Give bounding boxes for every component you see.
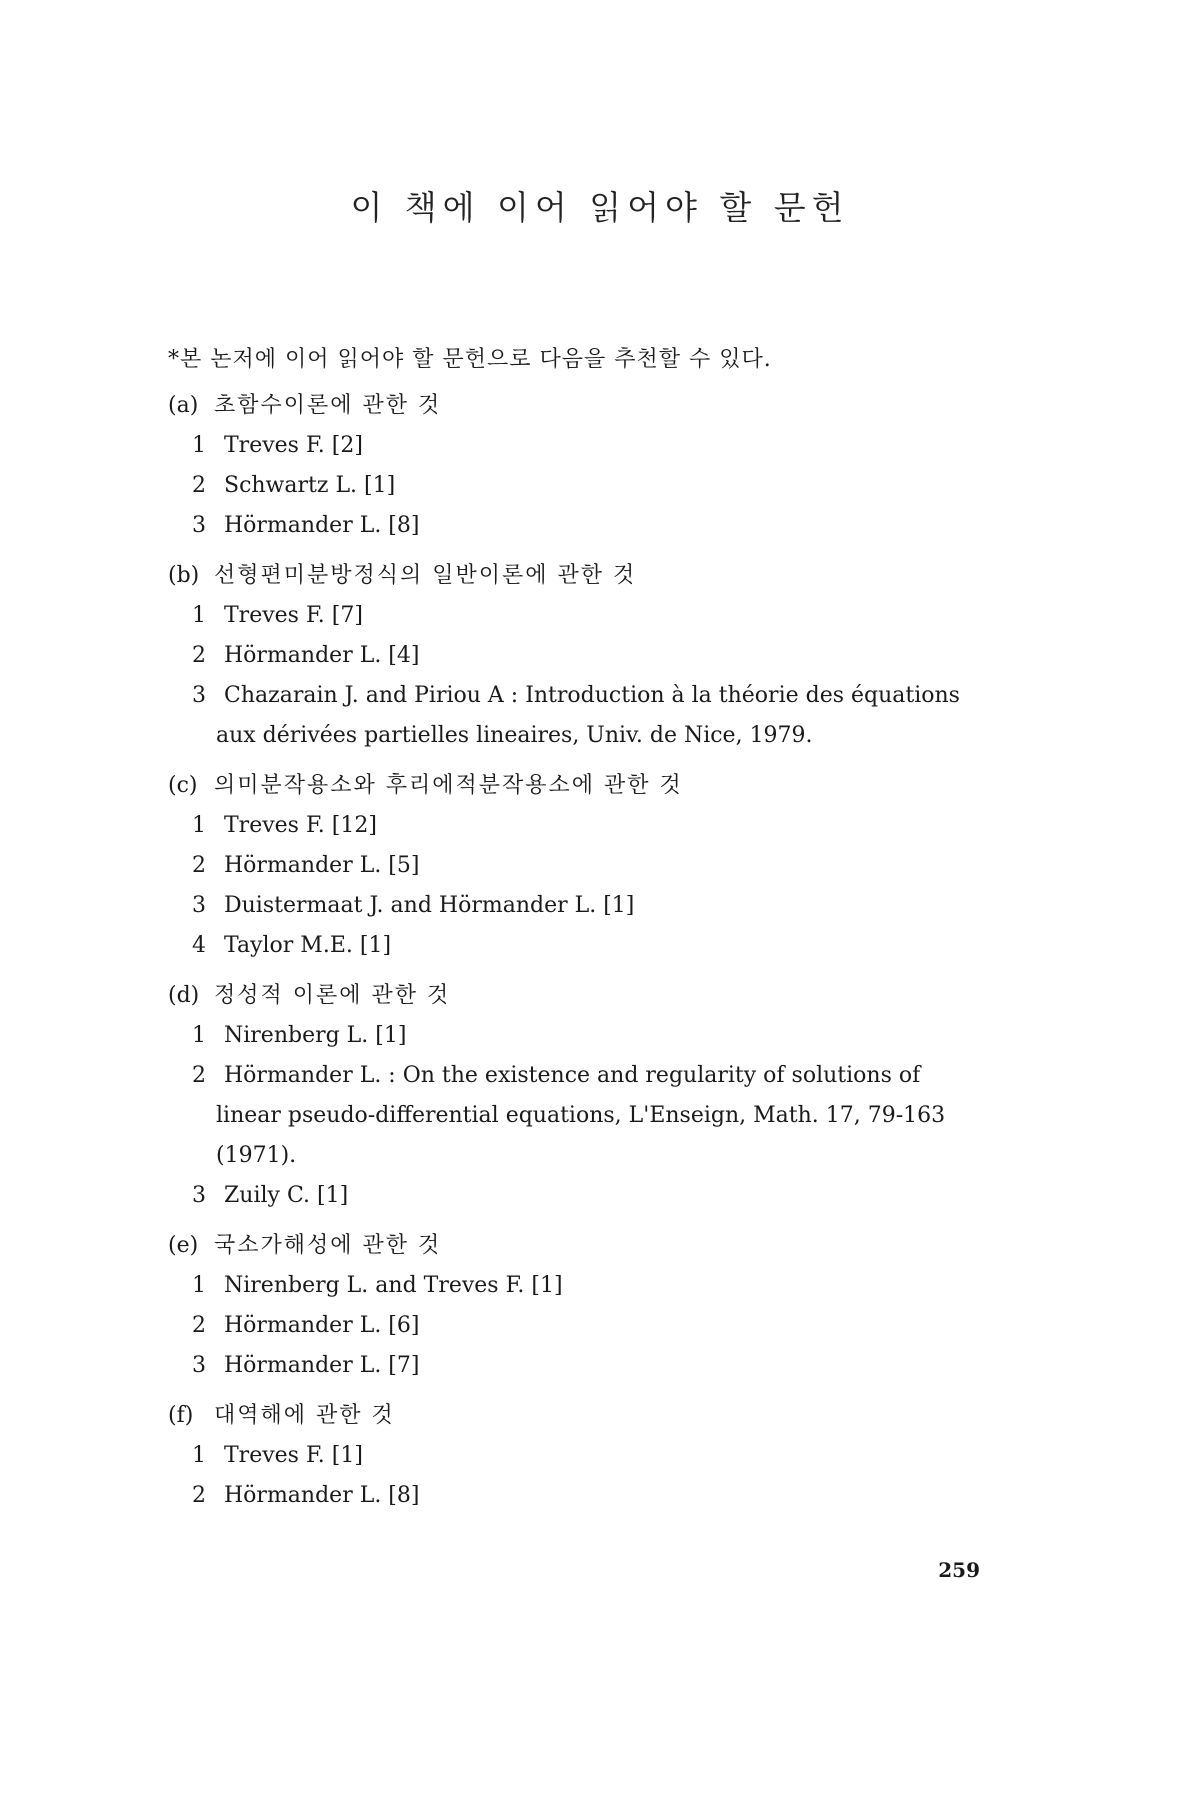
item-number: 2 (192, 1313, 206, 1338)
reference-item (168, 506, 978, 546)
item-number: 3 (192, 683, 206, 708)
reference-continuation: linear pseudo-differential equations, L'Enseign, Math. 17, 79-163 (216, 1103, 946, 1128)
reference-list (168, 340, 978, 1526)
reference-text: Treves F. [1] (224, 1443, 363, 1468)
reference-item (168, 1346, 978, 1386)
section-label: (c) (168, 773, 198, 798)
reference-item (168, 846, 978, 886)
reference-item (168, 1016, 978, 1056)
reference-item (168, 676, 978, 716)
section-b (168, 556, 978, 756)
page-number: 259 (938, 1558, 980, 1582)
reference-item (168, 466, 978, 506)
item-number: 2 (192, 643, 206, 668)
item-number: 2 (192, 473, 206, 498)
reference-item (168, 1436, 978, 1476)
reference-item (168, 886, 978, 926)
reference-item (168, 426, 978, 466)
reference-item (168, 636, 978, 676)
reference-text: Hörmander L. [5] (224, 853, 420, 878)
reference-continuation: aux dérivées partielles lineaires, Univ. de Nice, 1979. (216, 723, 813, 748)
item-number: 4 (192, 933, 206, 958)
section-heading (168, 1396, 978, 1436)
item-number: 2 (192, 1483, 206, 1508)
reference-item (168, 926, 978, 966)
reference-item (168, 1266, 978, 1306)
section-heading-text: 선형편미분방정식의 일반이론에 관한 것 (214, 563, 637, 588)
section-heading (168, 1226, 978, 1266)
item-number: 1 (192, 1273, 206, 1298)
reference-item (168, 596, 978, 636)
section-heading-text: 국소가해성에 관한 것 (214, 1233, 442, 1258)
item-number: 1 (192, 1023, 206, 1048)
section-heading-text: 초함수이론에 관한 것 (214, 393, 442, 418)
reference-item (168, 1476, 978, 1516)
reference-text: Schwartz L. [1] (224, 473, 396, 498)
section-a (168, 386, 978, 546)
reference-text: Hörmander L. [8] (224, 513, 420, 538)
reference-text: Hörmander L. [8] (224, 1483, 420, 1508)
intro-text: *본 논저에 이어 읽어야 할 문헌으로 다음을 추천할 수 있다. (168, 347, 772, 372)
reference-text: Chazarain J. and Piriou A : Introduction à la théorie des équations (224, 683, 960, 708)
reference-text: Treves F. [2] (224, 433, 363, 458)
item-number: 1 (192, 1443, 206, 1468)
section-c (168, 766, 978, 966)
item-number: 3 (192, 893, 206, 918)
item-number: 1 (192, 433, 206, 458)
section-label: (b) (168, 563, 200, 588)
item-number: 3 (192, 1353, 206, 1378)
reference-text: Treves F. [12] (224, 813, 377, 838)
item-number: 3 (192, 513, 206, 538)
section-heading (168, 766, 978, 806)
section-label: (a) (168, 393, 199, 418)
section-label: (e) (168, 1233, 199, 1258)
item-number: 2 (192, 853, 206, 878)
section-label: (d) (168, 983, 200, 1008)
reference-text: Hörmander L. [4] (224, 643, 420, 668)
section-heading-text: 정성적 이론에 관한 것 (214, 983, 451, 1008)
reference-text: Hörmander L. : On the existence and regularity of solutions of (224, 1063, 921, 1088)
item-number: 1 (192, 603, 206, 628)
section-heading (168, 976, 978, 1016)
section-heading (168, 556, 978, 596)
section-heading (168, 386, 978, 426)
reference-text: Duistermaat J. and Hörmander L. [1] (224, 893, 635, 918)
reference-text: Nirenberg L. [1] (224, 1023, 407, 1048)
section-e (168, 1226, 978, 1386)
page-title: 이 책에 이어 읽어야 할 문헌 (350, 188, 850, 228)
reference-item (168, 1176, 978, 1216)
reference-text: Nirenberg L. and Treves F. [1] (224, 1273, 563, 1298)
item-number: 2 (192, 1063, 206, 1088)
reference-text: Hörmander L. [6] (224, 1313, 420, 1338)
section-d (168, 976, 978, 1216)
section-heading-text: 의미분작용소와 후리에적분작용소에 관한 것 (214, 773, 683, 798)
reference-text: Hörmander L. [7] (224, 1353, 420, 1378)
section-label: (f) (168, 1403, 194, 1428)
reference-text: Zuily C. [1] (224, 1183, 349, 1208)
reference-continuation: (1971). (216, 1143, 297, 1168)
reference-text: Taylor M.E. [1] (224, 933, 392, 958)
reference-item (168, 1306, 978, 1346)
reference-item (168, 1056, 978, 1096)
item-number: 3 (192, 1183, 206, 1208)
item-number: 1 (192, 813, 206, 838)
reference-text: Treves F. [7] (224, 603, 363, 628)
section-f (168, 1396, 978, 1516)
section-heading-text: 대역해에 관한 것 (214, 1403, 395, 1428)
sections-container (168, 386, 978, 1516)
reference-item (168, 806, 978, 846)
